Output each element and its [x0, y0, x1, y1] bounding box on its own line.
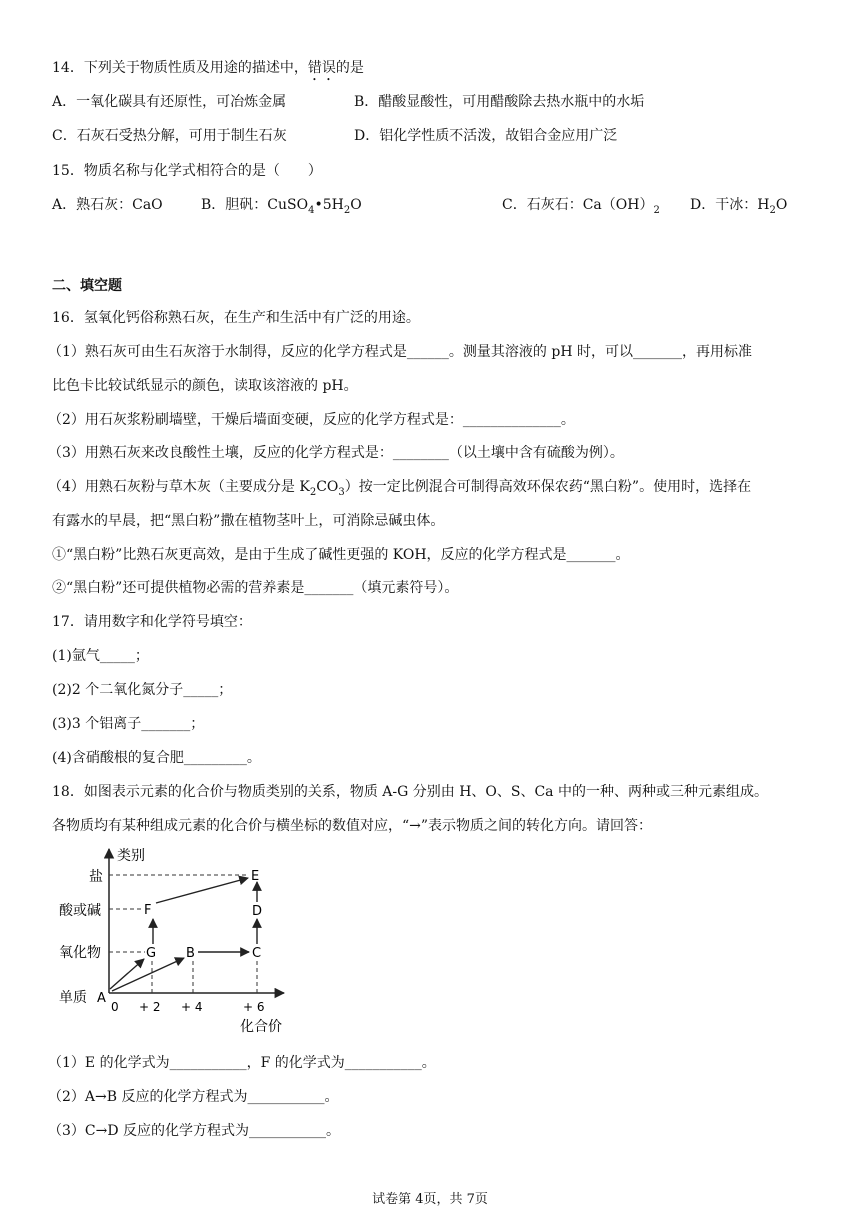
y-label-acid-base: 酸或碱 — [59, 903, 101, 919]
q16-p4a-post: ）按一定比例混合可制得高效环保农药“黑白粉”。使用时，选择在 — [344, 479, 752, 495]
q18-q1: （1）E 的化学式为___________，F 的化学式为___________。 — [48, 1055, 436, 1071]
q15-stem: 15．物质名称与化学式相符合的是（ ） — [52, 163, 322, 179]
section-title: 二、填空题 — [52, 278, 122, 294]
q16-p4a-mid: CO — [316, 479, 339, 495]
q15-b-mid: •5H — [314, 197, 344, 213]
q14-stem-emphasis: 错误 — [307, 60, 336, 76]
q18-stem-a: 18．如图表示元素的化合价与物质类别的关系，物质 A-G 分别由 H、O、S、Ca 中的一种、两种或三种元素组成。 — [52, 784, 768, 800]
point-c: C — [252, 946, 262, 961]
x-label-6: + 6 — [243, 1000, 265, 1014]
x-label-0: 0 — [111, 1000, 119, 1014]
x-axis-title: 化合价 — [240, 1019, 282, 1035]
q16-p4a-pre: （4）用熟石灰粉与草木灰（主要成分是 K — [48, 479, 310, 495]
q16-p4a — [48, 477, 751, 503]
q14-stem — [52, 58, 364, 84]
valence-category-diagram — [52, 843, 302, 1038]
q17-item: (4)含硝酸根的复合肥_________。 — [52, 750, 261, 766]
point-e: E — [251, 869, 260, 884]
x-label-2: + 2 — [139, 1000, 161, 1014]
q17-stem: 17．请用数字和化学符号填空： — [52, 614, 252, 630]
q14-option-d: D．铝化学性质不活泼，故铝合金应用广泛 — [354, 128, 618, 144]
q16-p1a: （1）熟石灰可由生石灰溶于水制得，反应的化学方程式是______。测量其溶液的 pH 时，可以_______，再用标准 — [48, 344, 752, 360]
point-f: F — [144, 903, 152, 918]
guide-lines — [109, 875, 257, 993]
q17-item: (3)3 个铝离子_______； — [52, 716, 205, 732]
q15-b-post: O — [350, 197, 362, 213]
q16-p2: （2）用石灰浆粉刷墙壁，干燥后墙面变硬，反应的化学方程式是：______________。 — [48, 412, 575, 428]
q15-c-sub: 2 — [653, 204, 660, 216]
q18-q2: （2）A→B 反应的化学方程式为___________。 — [48, 1089, 339, 1105]
transform-arrows — [110, 878, 257, 991]
y-axis-title: 类别 — [117, 848, 145, 864]
y-label-oxide: 氧化物 — [59, 945, 101, 961]
q14-stem-suffix: 的是 — [335, 60, 364, 76]
point-g: G — [146, 946, 157, 961]
y-label-element: 单质 — [59, 990, 87, 1006]
q16-p4a-sub: 2 — [309, 486, 317, 498]
q14-option-c: C．石灰石受热分解，可用于制生石灰 — [52, 128, 287, 144]
q16-p3: （3）用熟石灰来改良酸性土壤，反应的化学方程式是：________（以土壤中含有硫酸为例）。 — [48, 445, 624, 461]
q15-b-sub2: 2 — [343, 204, 351, 216]
q16-p4a-sub2: 3 — [338, 486, 345, 498]
page-footer: 试卷第 4页，共 7页 — [372, 1192, 488, 1207]
q16-p1b: 比色卡比较试纸显示的颜色，读取该溶液的 pH。 — [52, 378, 358, 394]
q14-option-b: B．醋酸显酸性，可用醋酸除去热水瓶中的水垢 — [354, 94, 645, 110]
q15-option-c — [502, 195, 660, 221]
point-b: B — [186, 946, 195, 961]
q15-d-post: O — [775, 197, 788, 213]
q16-stem: 16．氢氧化钙俗称熟石灰，在生产和生活中有广泛的用途。 — [52, 310, 420, 326]
y-label-salt: 盐 — [89, 869, 103, 885]
q15-b-sub: 4 — [308, 204, 315, 216]
q18-q3: （3）C→D 反应的化学方程式为___________。 — [48, 1123, 341, 1139]
x-label-4: + 4 — [181, 1000, 203, 1014]
q18-stem-b: 各物质均有某种组成元素的化合价与横坐标的数值对应，“→”表示物质之间的转化方向。请回答： — [52, 818, 653, 834]
q15-d-sub: 2 — [769, 204, 776, 216]
q15-option-d — [690, 195, 787, 221]
q15-option-a: A．熟石灰：CaO — [52, 197, 163, 213]
q15-option-b — [201, 195, 362, 221]
q15-b-pre: B．胆矾：CuSO — [201, 197, 309, 213]
q14-option-a: A．一氧化碳具有还原性，可冶炼金属 — [52, 94, 287, 110]
point-d: D — [252, 904, 263, 919]
q16-p4c: ①“黑白粉”比熟石灰更高效，是由于生成了碱性更强的 KOH，反应的化学方程式是_______。 — [52, 547, 630, 563]
q14-stem-prefix: 14．下列关于物质性质及用途的描述中， — [52, 60, 308, 76]
q16-p4d: ②“黑白粉”还可提供植物必需的营养素是_______（填元素符号）。 — [52, 580, 459, 596]
point-a: A — [97, 991, 106, 1006]
q15-d-pre: D．干冰：H — [690, 197, 770, 213]
q17-item: (2)2 个二氧化氮分子_____； — [52, 682, 233, 698]
q15-c-pre: C．石灰石：Ca（OH） — [502, 197, 654, 213]
q17-item: (1)氩气_____； — [52, 648, 149, 664]
q16-p4b: 有露水的早晨，把“黑白粉”撒在植物茎叶上，可消除忌碱虫体。 — [52, 513, 445, 529]
